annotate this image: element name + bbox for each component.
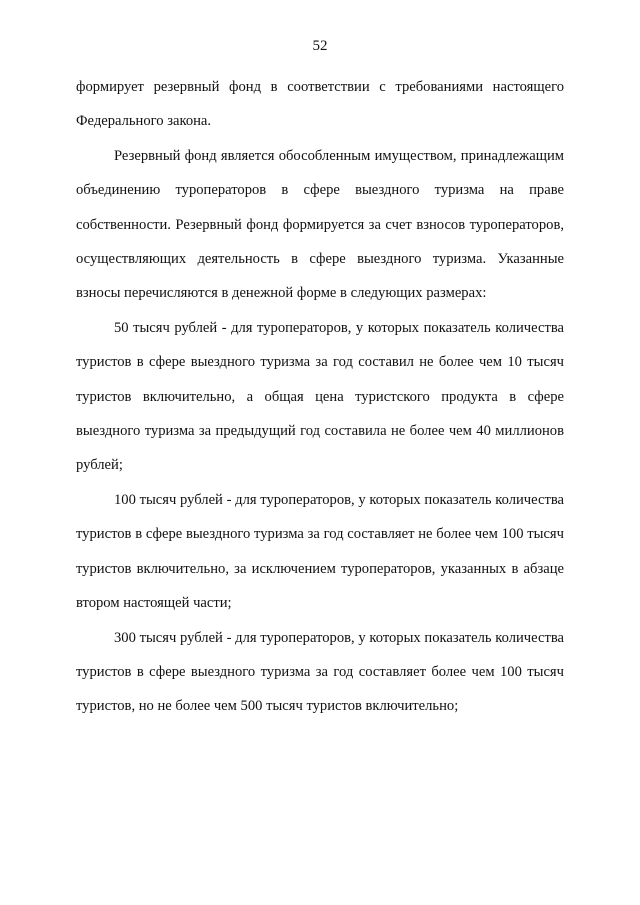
paragraph-100-thousand: 100 тысяч рублей - для туроператоров, у которых показатель количества туристов в сфере выездного туризма за год составляет не более чем 100 тысяч туристов включительно, за исключением туроператоров, указанных в абзаце втором настоящей части;	[76, 491, 564, 612]
page-number: 52	[312, 38, 328, 54]
paragraph-continuation: формирует резервный фонд в соответствии с требованиями настоящего Федерального закона.	[76, 79, 564, 130]
body-text	[76, 70, 564, 724]
paragraph-50-thousand: 50 тысяч рублей - для туроператоров, у которых показатель количества туристов в сфере выездного туризма за год составил не более чем 10 тысяч туристов включительно, а общая цена туристского продукта в сфере выездного туризма за предыдущий год составила не более чем 40 миллионов рублей;	[76, 319, 564, 474]
paragraph-300-thousand: 300 тысяч рублей - для туроператоров, у которых показатель количества туристов в сфере выездного туризма за год составляет более чем 100 тысяч туристов, но не более чем 500 тысяч туристов включительно;	[76, 629, 564, 715]
paragraph-reserve-fund: Резервный фонд является обособленным имуществом, принадлежащим объединению туроператоров в сфере выездного туризма на праве собственности. Резервный фонд формируется за счет взносов туроператоров, осуществляющих деятельность в сфере выездного туризма. Указанные взносы перечисляются в денежной форме в следующих размерах:	[76, 147, 564, 302]
